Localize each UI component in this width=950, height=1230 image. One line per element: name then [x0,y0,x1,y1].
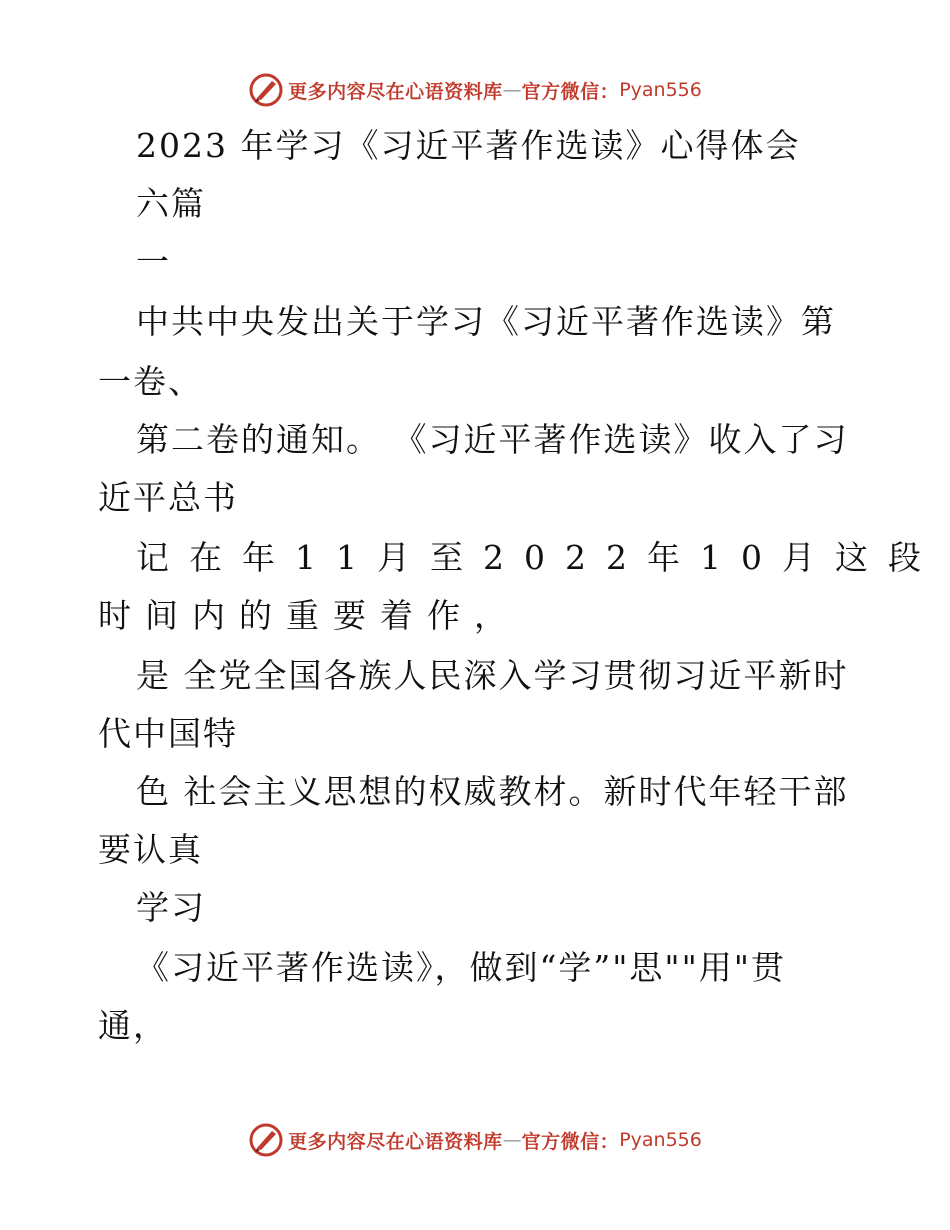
watermark-wechat-id: Pyan556 [619,79,702,101]
watermark-dash: — [502,79,522,101]
watermark-wechat-label: 官方微信： [521,1130,620,1153]
paragraph-line: 《习近平著作选读》，做到“学”"思""用"贯 [136,948,786,987]
paragraph-line: 色 社会主义思想的权威教材。新时代年轻干部 [136,772,849,811]
document-title-line-2: 六篇 [136,184,206,223]
watermark-site-text: 更多内容尽在心语资料库 [288,1130,503,1153]
header-watermark-banner [0,70,950,110]
quill-pen-icon [248,1122,284,1158]
paragraph-line: 中共中央发出关于学习《习近平著作选读》第 [136,302,836,341]
paragraph-line: 是 全党全国各族人民深入学习贯彻习近平新时 [136,656,849,695]
paragraph-line: 记在年11月至2022年10月这段 [136,538,941,577]
footer-watermark-banner [0,1120,950,1160]
paragraph-line: 时间内的重要着作， [98,596,521,635]
watermark-dash: — [502,1129,522,1151]
paragraph-line: 通， [98,1006,168,1045]
paragraph-line: 要认真 [98,830,203,869]
paragraph-line: 近平总书 [98,478,238,517]
watermark-site-text: 更多内容尽在心语资料库 [288,80,503,103]
paragraph-line: 第二卷的通知。 《习近平著作选读》收入了习 [136,420,849,459]
paragraph-line: 代中国特 [98,714,238,753]
paragraph-line: 一卷、 [98,362,203,401]
watermark-wechat-label: 官方微信： [521,80,620,103]
document-title-line-1: 2023 年学习《习近平著作选读》心得体会 [136,126,801,165]
section-number: 一 [136,242,171,281]
quill-pen-icon [248,72,284,108]
paragraph-line: 学习 [136,888,206,927]
watermark-wechat-id: Pyan556 [619,1129,702,1151]
